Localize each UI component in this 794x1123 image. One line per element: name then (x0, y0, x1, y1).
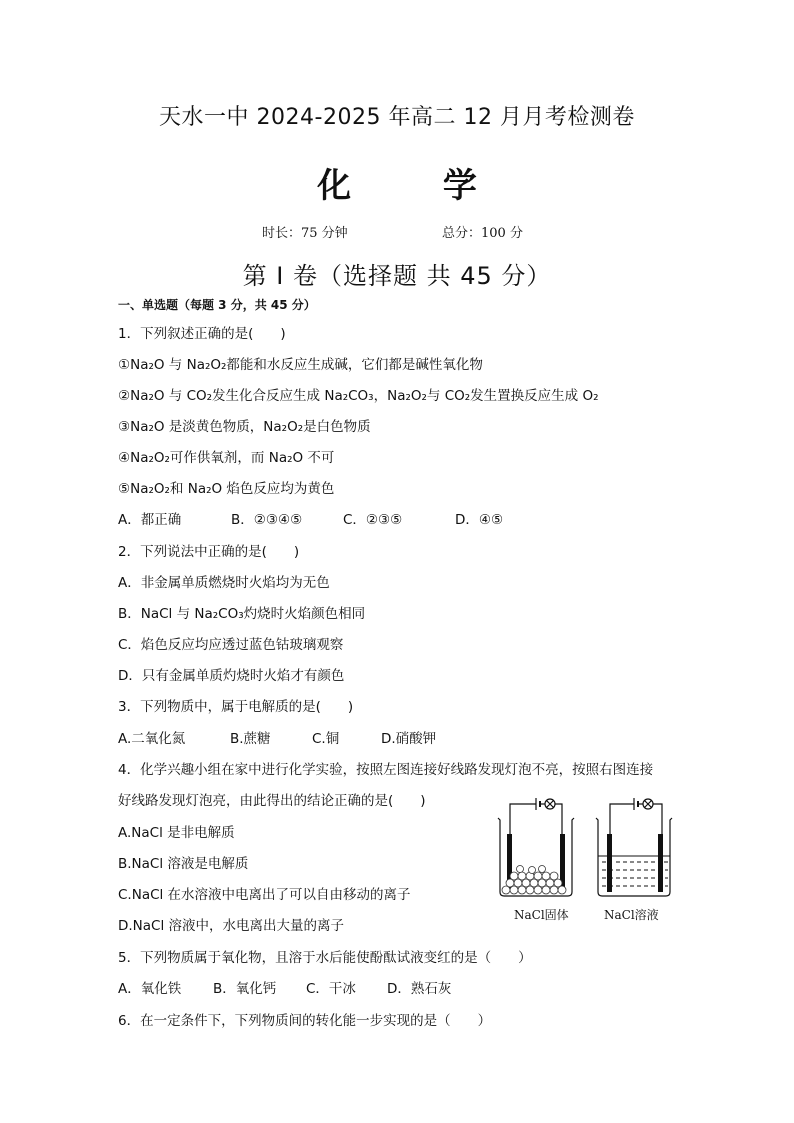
q2-option-a: A．非金属单质燃烧时火焰均为无色 (118, 575, 330, 591)
fig-right-label: NaCl溶液 (604, 908, 659, 922)
exam-meta (262, 222, 523, 241)
section-title: 第 I 卷（选择题 共 45 分） (242, 262, 552, 290)
q1-stem: 1．下列叙述正确的是( ) (118, 326, 286, 342)
q1-option-d: D．④⑤ (455, 512, 504, 528)
q4-conductivity-figure (488, 794, 688, 926)
right-electrode-b (658, 834, 663, 892)
q5-options (118, 977, 451, 997)
q3-options (118, 727, 436, 747)
q2-option-d: D．只有金属单质灼烧时火焰才有颜色 (118, 668, 345, 684)
q3-option-d: D.硝酸钾 (381, 731, 437, 747)
fig-left-label: NaCl固体 (514, 908, 569, 922)
q5-option-b: B．氧化钙 (213, 981, 277, 997)
q3-option-b: B.蔗糖 (230, 731, 271, 747)
q4-option-a: A.NaCl 是非电解质 (118, 825, 235, 841)
subject-title: 化 学 (317, 166, 517, 206)
q1-statement-2: ②Na₂O 与 CO₂发生化合反应生成 Na₂CO₃，Na₂O₂与 CO₂发生置换反应生成 O₂ (118, 388, 599, 404)
q4-stem-line-2: 好线路发现灯泡亮，由此得出的结论正确的是( ) (118, 793, 426, 809)
q1-option-b: B．②③④⑤ (231, 512, 303, 528)
q4-option-c: C.NaCl 在水溶液中电离出了可以自由移动的离子 (118, 887, 411, 903)
q1-statement-1: ①Na₂O 与 Na₂O₂都能和水反应生成碱，它们都是碱性氧化物 (118, 357, 483, 373)
q5-stem: 5．下列物质属于氧化物，且溶于水后能使酚酞试液变红的是（ ） (118, 950, 532, 966)
total-score-text: 总分：100 分 (442, 226, 523, 241)
q3-option-a: A.二氧化氮 (118, 731, 186, 747)
q5-option-d: D．熟石灰 (387, 981, 452, 997)
q2-stem: 2．下列说法中正确的是( ) (118, 544, 300, 560)
q3-option-c: C.铜 (312, 731, 340, 747)
q2-option-b: B．NaCl 与 Na₂CO₃灼烧时火焰颜色相同 (118, 606, 366, 622)
q5-option-c: C．干冰 (306, 981, 356, 997)
q1-statement-4: ④Na₂O₂可作供氧剂，而 Na₂O 不可 (118, 450, 335, 466)
exam-title: 天水一中 2024-2025 年高二 12 月月考检测卷 (159, 105, 635, 130)
q5-option-a: A．氧化铁 (118, 981, 182, 997)
q1-option-c: C．②③⑤ (343, 512, 403, 528)
q4-option-b: B.NaCl 溶液是电解质 (118, 856, 249, 872)
part-title: 一、单选题（每题 3 分，共 45 分） (118, 298, 316, 312)
q1-option-a: A．都正确 (118, 512, 182, 528)
q6-stem: 6．在一定条件下，下列物质间的转化能一步实现的是（ ） (118, 1013, 492, 1029)
q1-statement-5: ⑤Na₂O₂和 Na₂O 焰色反应均为黄色 (118, 481, 335, 497)
duration-text: 时长：75 分钟 (262, 226, 348, 241)
q3-stem: 3．下列物质中，属于电解质的是( ) (118, 699, 354, 715)
q4-stem-line-1: 4．化学兴趣小组在家中进行化学实验，按照左图连接好线路发现灯泡不亮，按照右图连接 (118, 762, 654, 778)
q2-option-c: C．焰色反应均应透过蓝色钴玻璃观察 (118, 637, 344, 653)
q4-option-d: D.NaCl 溶液中，水电离出大量的离子 (118, 918, 345, 934)
right-electrode-a (607, 834, 612, 892)
conductivity-apparatus-diagram (488, 794, 688, 906)
q1-statement-3: ③Na₂O 是淡黄色物质，Na₂O₂是白色物质 (118, 419, 371, 435)
q1-options (118, 508, 503, 528)
